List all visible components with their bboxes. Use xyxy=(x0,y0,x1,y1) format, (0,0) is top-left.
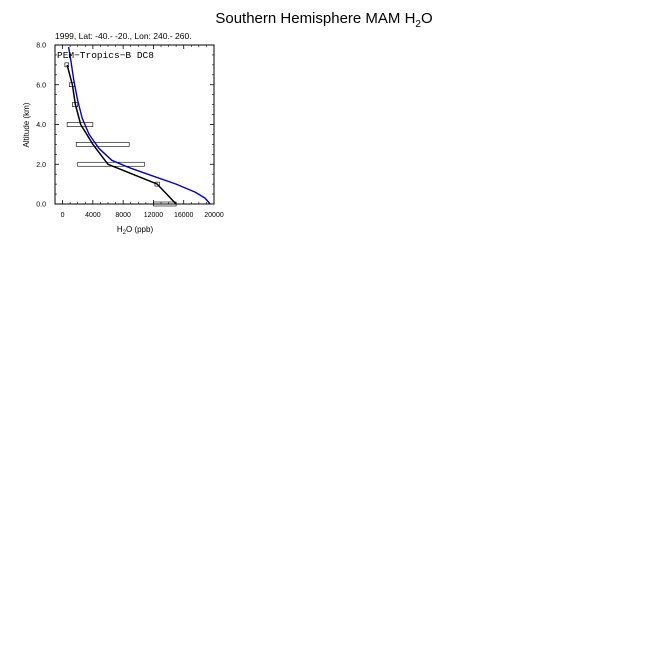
x-tick-label: 0 xyxy=(60,212,65,219)
x-tick-label: 4000 xyxy=(85,212,101,219)
chart-subtitle: 1999, Lat: -40.- -20., Lon: 240.- 260. xyxy=(55,31,192,41)
y-tick-label: 0.0 xyxy=(36,201,46,209)
y-tick-label: 2.0 xyxy=(36,161,46,169)
y-tick-label: 6.0 xyxy=(36,82,46,90)
x-tick-label: 16000 xyxy=(173,212,194,219)
plot-frame xyxy=(55,45,214,204)
y-tick-label: 4.0 xyxy=(36,122,46,129)
x-axis-label: $H_2O$ (ppb) xyxy=(116,225,154,236)
x-tick-label: 20000 xyxy=(204,212,224,219)
range-box xyxy=(76,142,129,146)
plot-area xyxy=(36,43,224,220)
x-tick-label: 8000 xyxy=(115,212,131,219)
chart-title: Southern Hemisphere MAM $H_2O$ xyxy=(215,10,433,30)
model-profile-line xyxy=(69,47,211,204)
y-axis-label: Altitude (km) xyxy=(22,102,31,148)
dataset-annotation: PEM−Tropics−B DC8 xyxy=(57,50,154,61)
x-tick-label: 12000 xyxy=(143,212,164,219)
y-tick-label: 8.0 xyxy=(36,42,46,50)
